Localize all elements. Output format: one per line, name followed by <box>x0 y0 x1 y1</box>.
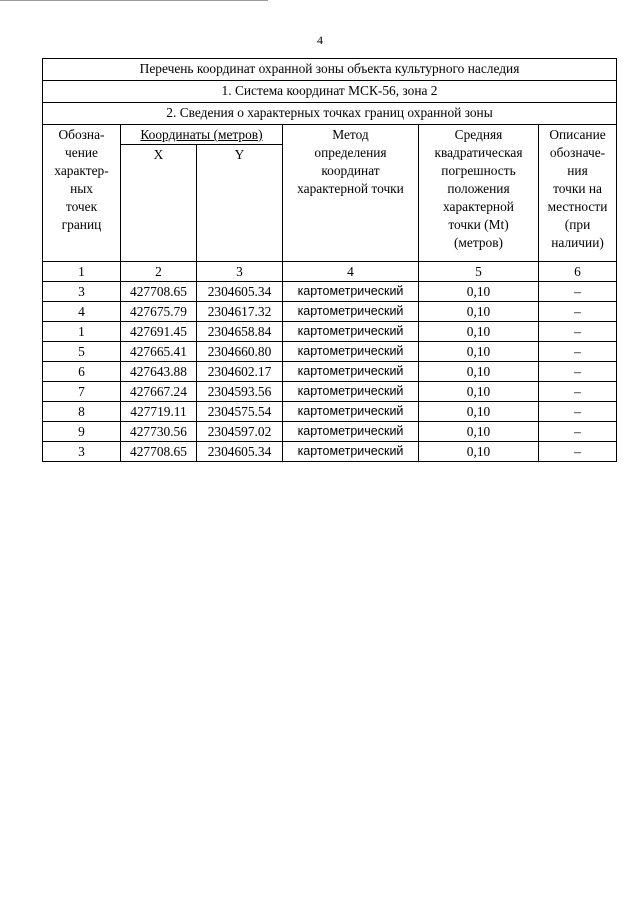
error-cell: 0,10 <box>419 362 539 382</box>
table-row <box>43 322 617 342</box>
description-cell: – <box>539 402 617 422</box>
column-number: 4 <box>283 262 419 282</box>
description-cell: – <box>539 282 617 302</box>
header-method: Метод определения координат характерной точки <box>283 125 419 262</box>
error-cell: 0,10 <box>419 402 539 422</box>
method-cell: картометрический <box>283 302 419 322</box>
method-cell: картометрический <box>283 382 419 402</box>
table-row <box>43 282 617 302</box>
point-cell: 8 <box>43 402 121 422</box>
description-cell: – <box>539 442 617 462</box>
method-cell: картометрический <box>283 402 419 422</box>
error-cell: 0,10 <box>419 422 539 442</box>
point-cell: 3 <box>43 442 121 462</box>
method-cell: картометрический <box>283 322 419 342</box>
error-cell: 0,10 <box>419 302 539 322</box>
y-cell: 2304660.80 <box>197 342 283 362</box>
x-cell: 427708.65 <box>121 282 197 302</box>
column-number: 6 <box>539 262 617 282</box>
column-numbers-row <box>43 262 617 282</box>
description-cell: – <box>539 382 617 402</box>
error-cell: 0,10 <box>419 342 539 362</box>
point-cell: 6 <box>43 362 121 382</box>
description-cell: – <box>539 302 617 322</box>
table-row <box>43 302 617 322</box>
table-row <box>43 362 617 382</box>
error-cell: 0,10 <box>419 382 539 402</box>
point-cell: 7 <box>43 382 121 402</box>
error-cell: 0,10 <box>419 282 539 302</box>
description-cell: – <box>539 322 617 342</box>
header-error: Средняя квадратическая погрешность положения характерной точки (Mt) (метров) <box>419 125 539 262</box>
header-description: Описание обозначе- ния точки на местности (при наличии) <box>539 125 617 262</box>
error-cell: 0,10 <box>419 322 539 342</box>
y-cell: 2304605.34 <box>197 442 283 462</box>
y-cell: 2304593.56 <box>197 382 283 402</box>
method-cell: картометрический <box>283 282 419 302</box>
y-cell: 2304605.34 <box>197 282 283 302</box>
y-cell: 2304658.84 <box>197 322 283 342</box>
column-number: 1 <box>43 262 121 282</box>
point-cell: 9 <box>43 422 121 442</box>
point-cell: 5 <box>43 342 121 362</box>
page-number: 4 <box>317 33 323 47</box>
table-row <box>43 382 617 402</box>
point-cell: 4 <box>43 302 121 322</box>
table-row <box>43 402 617 422</box>
y-cell: 2304617.32 <box>197 302 283 322</box>
section-title: 2. Сведения о характерных точках границ охранной зоны <box>43 103 617 125</box>
error-cell: 0,10 <box>419 442 539 462</box>
x-cell: 427730.56 <box>121 422 197 442</box>
header-designation: Обозна- чение характер- ных точек границ <box>43 125 121 262</box>
table-row <box>43 422 617 442</box>
method-cell: картометрический <box>283 442 419 462</box>
description-cell: – <box>539 362 617 382</box>
table-title: Перечень координат охранной зоны объекта культурного наследия <box>43 59 617 81</box>
top-rule <box>0 0 268 1</box>
header-x: X <box>121 145 197 262</box>
coordinates-table <box>42 58 617 462</box>
column-number: 5 <box>419 262 539 282</box>
point-cell: 1 <box>43 322 121 342</box>
coordinate-system: 1. Система координат МСК-56, зона 2 <box>43 81 617 103</box>
description-cell: – <box>539 422 617 442</box>
method-cell: картометрический <box>283 422 419 442</box>
column-number: 3 <box>197 262 283 282</box>
header-y: Y <box>197 145 283 262</box>
point-cell: 3 <box>43 282 121 302</box>
description-cell: – <box>539 342 617 362</box>
y-cell: 2304602.17 <box>197 362 283 382</box>
table-row <box>43 442 617 462</box>
header-coordinates-group: Координаты (метров) <box>121 125 283 145</box>
method-cell: картометрический <box>283 342 419 362</box>
y-cell: 2304597.02 <box>197 422 283 442</box>
table-row <box>43 342 617 362</box>
x-cell: 427708.65 <box>121 442 197 462</box>
x-cell: 427667.24 <box>121 382 197 402</box>
x-cell: 427665.41 <box>121 342 197 362</box>
y-cell: 2304575.54 <box>197 402 283 422</box>
x-cell: 427675.79 <box>121 302 197 322</box>
x-cell: 427643.88 <box>121 362 197 382</box>
column-number: 2 <box>121 262 197 282</box>
x-cell: 427719.11 <box>121 402 197 422</box>
method-cell: картометрический <box>283 362 419 382</box>
x-cell: 427691.45 <box>121 322 197 342</box>
